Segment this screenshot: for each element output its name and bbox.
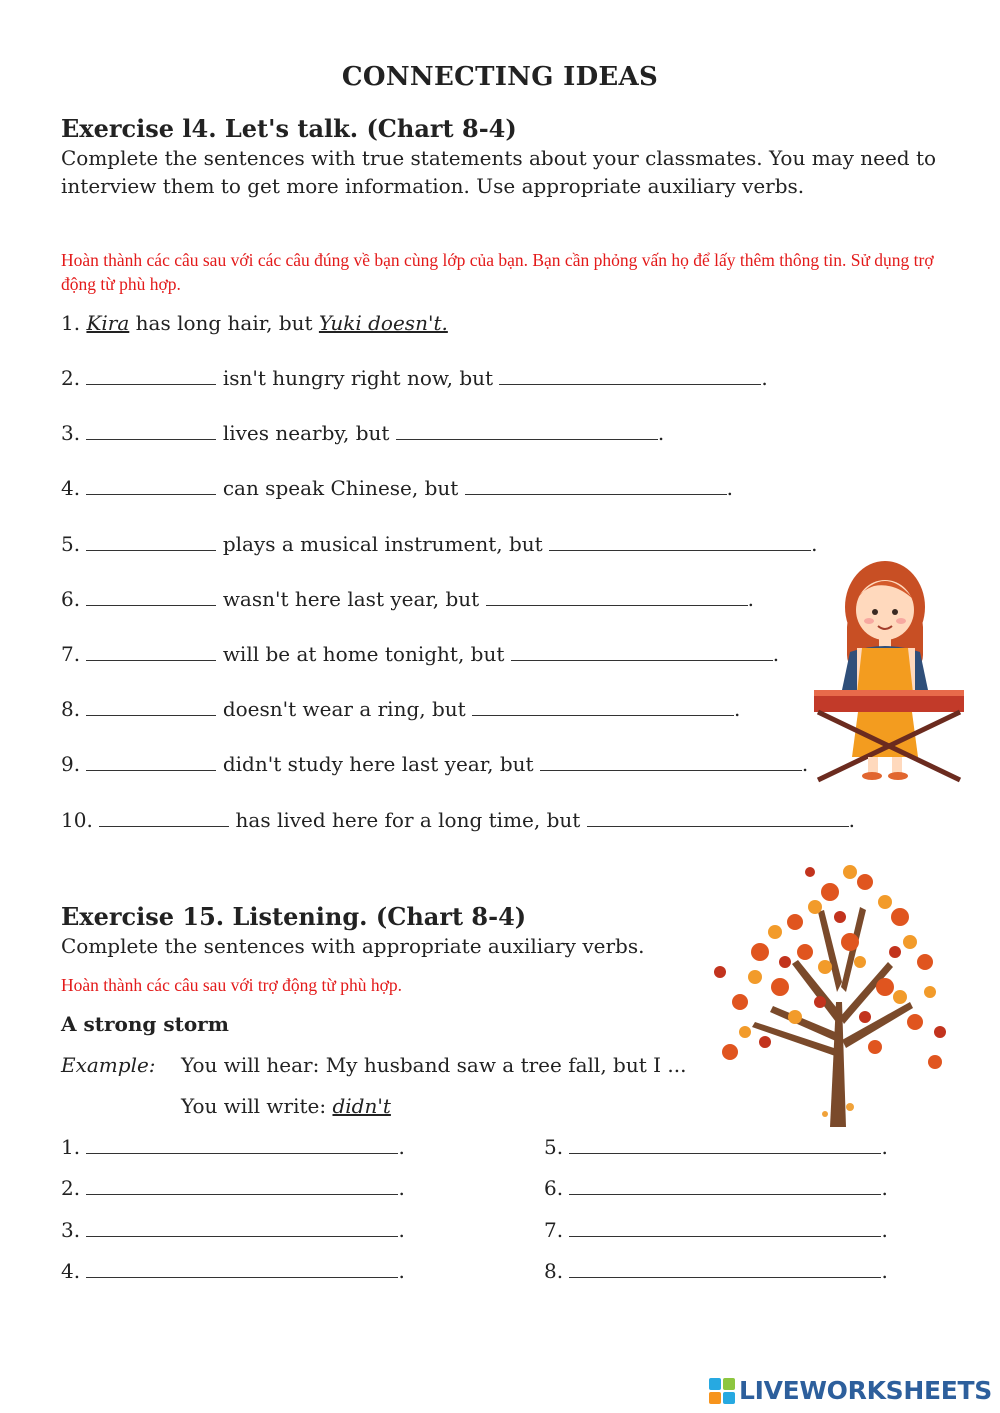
exercise-14-instructions: Complete the sentences with true statements about your classmates. You may need to interview them to get more information. Use appropriate auxiliary verbs. xyxy=(61,146,937,198)
exercise-14-vietnamese: Hoàn thành các câu sau với các câu đúng về bạn cùng lớp của bạn. Bạn cần phỏng vấn họ để lấy thêm thông tin. Sử dụng trợ động từ phù hợp. xyxy=(61,250,934,294)
sentence-text: wasn't here last year, but xyxy=(222,586,480,611)
exercise-14-heading: Exercise l4. Let's talk. (Chart 8-4) xyxy=(61,114,517,143)
classmate-name-blank[interactable] xyxy=(86,476,216,495)
classmate-name-blank[interactable] xyxy=(86,697,216,716)
item-number: 3. xyxy=(61,1217,81,1242)
example-sentence-1 xyxy=(61,311,448,335)
sentence-row: 5. plays a musical instrument, but . xyxy=(61,531,818,556)
listening-answer-row: 4. . xyxy=(61,1258,405,1283)
item-number: 5. xyxy=(61,531,81,556)
answer-blank[interactable] xyxy=(465,476,727,495)
answer-blank[interactable] xyxy=(511,642,773,661)
answer-blank[interactable] xyxy=(499,366,761,385)
sentence-text: doesn't wear a ring, but xyxy=(222,697,466,722)
listening-answer-blank[interactable] xyxy=(569,1259,881,1278)
answer-blank[interactable] xyxy=(472,697,734,716)
listening-answer-blank[interactable] xyxy=(86,1176,398,1195)
listening-answer-blank[interactable] xyxy=(569,1218,881,1237)
item-number: 2. xyxy=(61,1176,81,1201)
sentence-text: can speak Chinese, but xyxy=(222,476,459,501)
item-number: 4. xyxy=(61,1258,81,1283)
logo-text: LIVEWORKSHEETS xyxy=(738,1376,992,1405)
sentence-row: 2. isn't hungry right now, but . xyxy=(61,366,768,390)
sentence-row: 10. has lived here for a long time, but . xyxy=(61,807,856,832)
example-name: Kira xyxy=(86,311,130,335)
classmate-name-blank[interactable] xyxy=(86,587,216,606)
item-number: 6. xyxy=(61,586,81,611)
logo-mark-icon xyxy=(709,1378,735,1404)
classmate-name-blank[interactable] xyxy=(99,808,229,827)
autumn-tree-illustration xyxy=(700,852,955,1127)
sentence-text: plays a musical instrument, but xyxy=(222,531,543,556)
example-answer: Yuki doesn't. xyxy=(318,311,448,335)
listening-answer-row: 5. . xyxy=(544,1135,888,1159)
sentence-row: 8. doesn't wear a ring, but . xyxy=(61,697,741,722)
liveworksheets-logo xyxy=(709,1376,992,1405)
item-number: 8. xyxy=(61,697,81,722)
listening-answer-blank[interactable] xyxy=(569,1176,881,1195)
example-write-prefix: You will write: xyxy=(181,1094,327,1118)
listening-answer-row: 2. . xyxy=(61,1176,405,1201)
listening-answer-blank[interactable] xyxy=(86,1259,398,1278)
classmate-name-blank[interactable] xyxy=(86,532,216,551)
sentence-row: 3. lives nearby, but . xyxy=(61,421,665,446)
answer-blank[interactable] xyxy=(587,808,849,827)
answer-blank[interactable] xyxy=(549,532,811,551)
answer-blank[interactable] xyxy=(396,421,658,440)
item-number: 9. xyxy=(61,752,81,777)
girl-keyboard-illustration xyxy=(810,552,970,784)
item-number: 7. xyxy=(544,1217,564,1242)
item-number: 1. xyxy=(61,311,81,335)
answer-blank[interactable] xyxy=(486,587,748,606)
exercise-15-vietnamese: Hoàn thành các câu sau với trợ động từ phù hợp. xyxy=(61,975,402,995)
item-number: 4. xyxy=(61,476,81,501)
example-write xyxy=(181,1094,391,1118)
item-number: 8. xyxy=(544,1258,564,1283)
sentence-text: will be at home tonight, but xyxy=(222,642,505,666)
item-number: 6. xyxy=(544,1176,564,1201)
example-middle: has long hair, but xyxy=(135,311,313,335)
item-number: 10. xyxy=(61,807,93,832)
sentence-text: has lived here for a long time, but xyxy=(235,807,581,832)
sentence-row: 4. can speak Chinese, but . xyxy=(61,476,734,501)
listening-answer-row: 3. . xyxy=(61,1217,405,1242)
exercise-15-instructions: Complete the sentences with appropriate auxiliary verbs. xyxy=(61,934,645,958)
classmate-name-blank[interactable] xyxy=(86,366,216,385)
item-number: 7. xyxy=(61,642,81,666)
example-hear: You will hear: My husband saw a tree fall, but I ... xyxy=(181,1053,687,1077)
exercise-15-subtitle: A strong storm xyxy=(61,1012,229,1036)
item-number: 1. xyxy=(61,1135,81,1159)
listening-answer-row: 7. . xyxy=(544,1217,888,1242)
worksheet-title: CONNECTING IDEAS xyxy=(341,62,659,92)
classmate-name-blank[interactable] xyxy=(86,642,216,661)
classmate-name-blank[interactable] xyxy=(86,421,216,440)
item-number: 5. xyxy=(544,1135,564,1159)
sentence-row: 7. will be at home tonight, but . xyxy=(61,642,780,666)
example-label: Example: xyxy=(61,1053,156,1077)
item-number: 3. xyxy=(61,421,81,446)
classmate-name-blank[interactable] xyxy=(86,752,216,771)
listening-answer-row: 8. . xyxy=(544,1258,888,1283)
sentence-row: 9. didn't study here last year, but . xyxy=(61,752,809,777)
listening-answer-blank[interactable] xyxy=(86,1135,398,1154)
listening-answer-blank[interactable] xyxy=(569,1135,881,1154)
example-write-answer: didn't xyxy=(332,1094,391,1118)
item-number: 2. xyxy=(61,366,81,390)
answer-blank[interactable] xyxy=(540,752,802,771)
sentence-row: 6. wasn't here last year, but . xyxy=(61,586,754,611)
exercise-15-heading: Exercise 15. Listening. (Chart 8-4) xyxy=(61,902,527,931)
listening-answer-blank[interactable] xyxy=(86,1218,398,1237)
sentence-text: lives nearby, but xyxy=(222,421,390,446)
sentence-text: isn't hungry right now, but xyxy=(222,366,494,390)
listening-answer-row: 1. . xyxy=(61,1135,405,1159)
sentence-text: didn't study here last year, but xyxy=(222,752,534,777)
listening-answer-row: 6. . xyxy=(544,1176,888,1201)
